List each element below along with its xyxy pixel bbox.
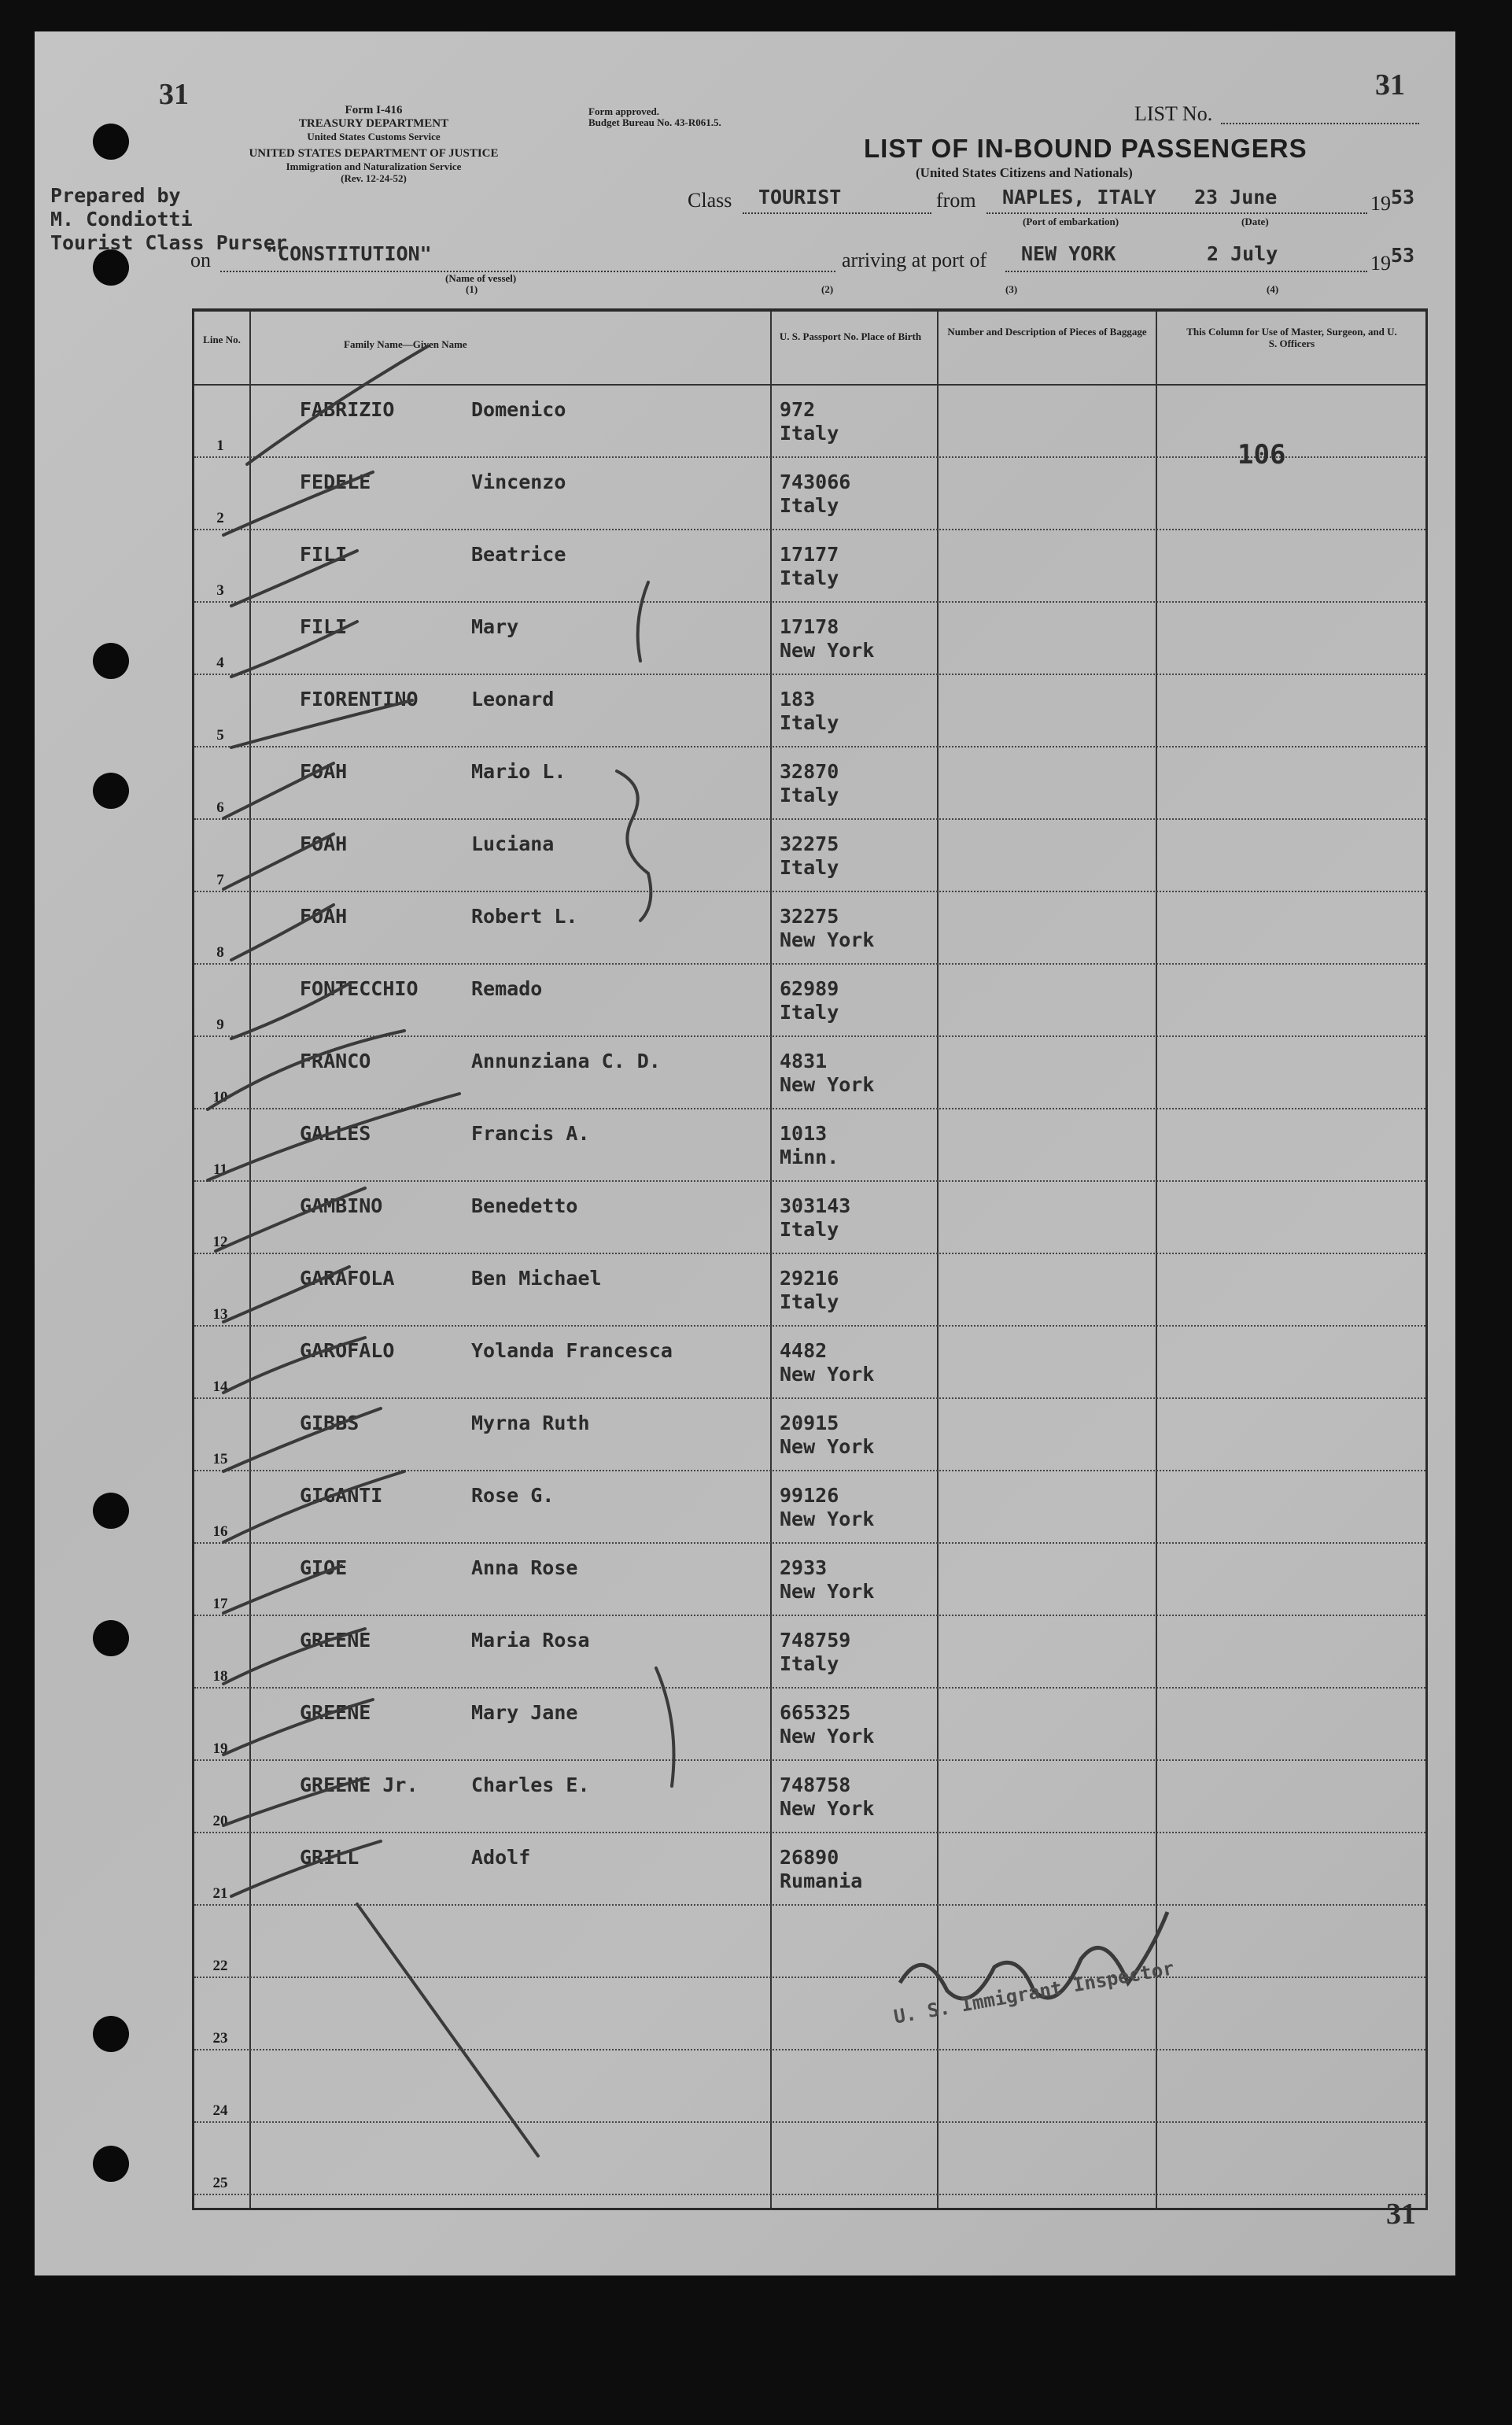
passport-number: 183 [780,688,816,711]
year-prefix: 19 [1370,192,1391,215]
passport-number: 2933 [780,1556,828,1579]
family-name: GIBBS [300,1412,360,1434]
officer-note: 106 [1237,439,1286,471]
line-number: 11 [213,1161,227,1178]
line-number: 22 [212,1958,228,1974]
class-value: TOURIST [758,186,842,209]
page-number-top-left: 31 [159,78,189,111]
form-number: Form I-416 [345,104,403,116]
passport-number: 303143 [780,1194,851,1217]
col-num-4: (4) [1267,283,1279,295]
line-number: 8 [216,944,224,961]
place-of-birth: New York [780,1580,875,1603]
family-name: GARAFOLA [300,1267,395,1290]
col-num-3: (3) [1005,283,1018,295]
place-of-birth: Italy [780,494,839,517]
page-number-top-right: 31 [1375,68,1405,102]
line-number: 10 [212,1089,228,1105]
family-name: FOAH [300,760,348,783]
given-name: Domenico [471,398,566,421]
passport-number: 1013 [780,1122,828,1145]
from-value: NAPLES, ITALY [1002,186,1156,209]
line-number: 9 [216,1017,224,1033]
header-officers: This Column for Use of Master, Surgeon, and U. S. Officers [1186,326,1397,349]
place-of-birth: Italy [780,422,839,445]
arrival-year-prefix: 19 [1370,252,1391,275]
date-caption: (Date) [1241,216,1269,227]
dept-name: TREASURY DEPARTMENT [298,117,449,130]
passport-number: 743066 [780,471,851,493]
given-name: Ben Michael [471,1267,602,1290]
place-of-birth: New York [780,1363,875,1386]
page-number-bottom-right: 31 [1386,2198,1416,2231]
given-name: Anna Rose [471,1556,578,1579]
line-number: 6 [216,799,224,816]
line-number: 23 [212,2030,228,2047]
family-name: FONTECCHIO [300,977,419,1000]
line-number: 15 [212,1451,228,1467]
page-subtitle: (United States Citizens and Nationals) [916,165,1133,180]
passport-number: 4831 [780,1050,828,1072]
line-number: 3 [216,582,224,599]
family-name: GAROFALO [300,1339,395,1362]
family-name: GREENE Jr. [300,1774,419,1796]
passport-number: 665325 [780,1701,851,1724]
line-number: 18 [212,1668,228,1685]
arrival-port: NEW YORK [1021,242,1116,265]
passport-number: 17177 [780,543,839,566]
place-of-birth: Italy [780,1290,839,1313]
ins-name: Immigration and Naturalization Service [286,161,462,172]
line-number: 25 [212,2175,228,2191]
embark-date: 23 June [1194,186,1278,209]
place-of-birth: Italy [780,1218,839,1241]
family-name: GIOE [300,1556,348,1579]
check-marks [35,31,1455,2276]
family-name: FILI [300,615,348,638]
passport-number: 17178 [780,615,839,638]
place-of-birth: Minn. [780,1146,839,1168]
place-of-birth: Rumania [780,1870,863,1892]
place-of-birth: Italy [780,567,839,589]
given-name: Mario L. [471,760,566,783]
given-name: Benedetto [471,1194,578,1217]
from-label: from [936,189,976,212]
place-of-birth: New York [780,639,875,662]
inspector-stamp: U. S. Immigrant Inspector [892,1957,1176,2028]
approval-line-1: Form approved. [588,105,660,117]
arrival-year-value: 53 [1391,244,1415,267]
header-baggage: Number and Description of Pieces of Baggage [947,326,1147,338]
year-value: 53 [1391,186,1415,209]
passport-number: 20915 [780,1412,839,1434]
given-name: Rose G. [471,1484,555,1507]
passport-number: 748759 [780,1629,851,1652]
line-number: 5 [216,727,224,744]
given-name: Adolf [471,1846,531,1869]
family-name: FABRIZIO [300,398,395,421]
place-of-birth: Italy [780,1001,839,1024]
passport-number: 29216 [780,1267,839,1290]
family-name: FIORENTINO [300,688,419,711]
on-label: on [190,249,211,271]
arriving-label: arriving at port of [842,249,987,271]
given-name: Mary Jane [471,1701,578,1724]
place-of-birth: Italy [780,1652,839,1675]
place-of-birth: New York [780,928,875,951]
family-name: FOAH [300,832,348,855]
given-name: Mary [471,615,519,638]
line-number: 4 [216,655,224,671]
family-name: GRILL [300,1846,360,1869]
line-number: 2 [216,510,224,526]
approval-line-2: Budget Bureau No. 43-R061.5. [588,116,721,128]
passport-number: 32870 [780,760,839,783]
passport-number: 62989 [780,977,839,1000]
place-of-birth: New York [780,1797,875,1820]
place-of-birth: Italy [780,856,839,879]
line-number: 1 [216,437,224,454]
given-name: Francis A. [471,1122,590,1145]
place-of-birth: New York [780,1073,875,1096]
family-name: FEDELE [300,471,371,493]
given-name: Robert L. [471,905,578,928]
given-name: Beatrice [471,543,566,566]
line-number: 13 [212,1306,228,1323]
prepared-by-3: Tourist Class Purser [50,231,288,254]
line-number: 16 [212,1523,228,1540]
family-name: FRANCO [300,1050,371,1072]
manifest-page [35,31,1455,2276]
given-name: Luciana [471,832,555,855]
line-number: 17 [212,1596,228,1612]
revision: (Rev. 12-24-52) [341,172,407,184]
class-label: Class [688,189,732,212]
family-name: GAMBINO [300,1194,383,1217]
family-name: GALLES [300,1122,371,1145]
passport-number: 32275 [780,905,839,928]
list-no-label: LIST No. [1134,102,1213,125]
line-number: 21 [212,1885,228,1902]
service-name: United States Customs Service [307,131,441,142]
embarkation-caption: (Port of embarkation) [1023,216,1119,227]
passport-number: 99126 [780,1484,839,1507]
col-num-2: (2) [821,283,834,295]
given-name: Maria Rosa [471,1629,590,1652]
passport-number: 4482 [780,1339,828,1362]
check-mark-strokes [208,346,674,2156]
place-of-birth: Italy [780,784,839,806]
line-number: 19 [212,1740,228,1757]
line-number: 7 [216,872,224,888]
given-name: Charles E. [471,1774,590,1796]
passport-number: 32275 [780,832,839,855]
family-name: FILI [300,543,348,566]
given-name: Myrna Ruth [471,1412,590,1434]
vessel-caption: (Name of vessel) [445,272,517,284]
header-line-no: Line No. [203,334,241,345]
given-name: Vincenzo [471,471,566,493]
col-num-1: (1) [466,283,478,295]
place-of-birth: New York [780,1508,875,1530]
given-name: Leonard [471,688,555,711]
place-of-birth: Italy [780,711,839,734]
prepared-by-1: Prepared by [50,184,181,207]
family-name: GREENE [300,1629,371,1652]
given-name: Annunziana C. D. [471,1050,661,1072]
place-of-birth: New York [780,1435,875,1458]
header-name: Family Name—Given Name [344,338,467,350]
family-name: GREENE [300,1701,371,1724]
line-number: 24 [212,2102,228,2119]
given-name: Yolanda Francesca [471,1339,673,1362]
header-passport: U. S. Passport No. Place of Birth [779,330,922,342]
passport-number: 972 [780,398,816,421]
place-of-birth: New York [780,1725,875,1748]
arrival-date: 2 July [1207,242,1278,265]
line-number: 12 [212,1234,228,1250]
justice-name: UNITED STATES DEPARTMENT OF JUSTICE [249,147,499,160]
passport-number: 748758 [780,1774,851,1796]
family-name: GIGANTI [300,1484,383,1507]
prepared-by-2: M. Condiotti [50,208,193,231]
page-title: LIST OF IN-BOUND PASSENGERS [864,134,1307,163]
line-number: 20 [212,1813,228,1829]
given-name: Remado [471,977,543,1000]
vessel-name: "CONSTITUTION" [266,242,432,265]
line-number: 14 [212,1379,228,1395]
passport-number: 26890 [780,1846,839,1869]
family-name: FOAH [300,905,348,928]
